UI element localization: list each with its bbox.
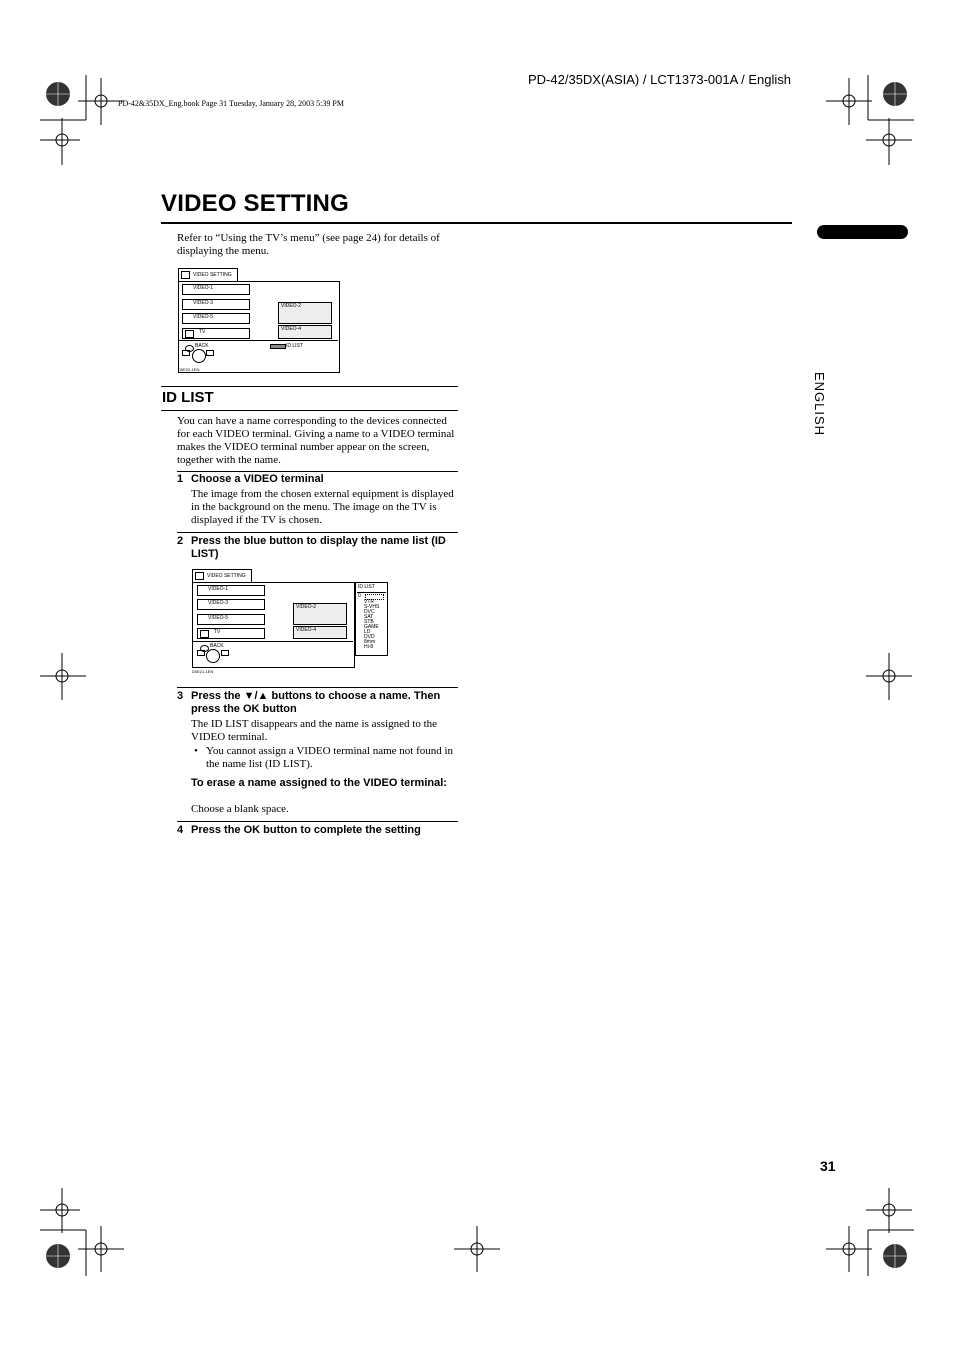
id-list-panel: [355, 582, 388, 656]
bullet-icon: •: [194, 745, 198, 757]
id-list-item: DVD: [364, 634, 375, 640]
id-list-item: STB: [364, 619, 374, 625]
field-tv: TV: [182, 328, 250, 339]
step-title-part: button: [262, 703, 297, 715]
bullet-text: You cannot assign a VIDEO terminal name not found in the name list (ID LIST).: [206, 745, 454, 770]
title-rule: [161, 222, 792, 224]
field-video-5: VIDEO-5: [197, 614, 265, 625]
section-rule-bottom: [161, 410, 458, 411]
blue-button-icon: [270, 344, 286, 349]
dpad-icon: [206, 649, 220, 663]
ok-button-icon: OK: [242, 703, 260, 715]
ok-button-icon: OK: [243, 824, 261, 836]
side-tab-marker: [817, 225, 908, 239]
divider: [177, 471, 458, 472]
field-video-4: VIDEO-4: [278, 325, 332, 339]
dpad-icon: [192, 349, 206, 363]
id-list-item: DVC: [364, 609, 375, 615]
step-title-part: buttons to choose a name. Then press the: [191, 690, 441, 715]
id-list-title: ID LIST: [358, 584, 375, 590]
id-list-item: S-VHS: [364, 604, 380, 610]
step-number: 3: [177, 690, 184, 702]
document-code: PD-42/35DX(ASIA) / LCT1373-001A / English: [528, 72, 792, 87]
id-list-item: LD: [364, 629, 371, 635]
step-title-part: Press the: [191, 690, 241, 702]
field-video-4: VIDEO-4: [293, 626, 347, 639]
step-4-heading: [177, 824, 462, 837]
id-list-item: Hi-8: [364, 644, 374, 650]
divider: [177, 532, 458, 533]
menu-code: D0E22-1EN: [178, 367, 200, 372]
menu-tab-label: VIDEO SETTING: [207, 573, 246, 579]
field-video-2: VIDEO-2: [278, 302, 332, 324]
menu-back-label: BACK: [195, 343, 209, 349]
menu-footer-rule: [178, 340, 338, 341]
menu-icon: [181, 271, 190, 279]
id-list-item: 8mm: [364, 639, 376, 645]
step-2-heading: [177, 535, 462, 561]
field-video-1: VIDEO-1: [197, 585, 265, 596]
divider: [177, 687, 458, 688]
divider: [177, 821, 458, 822]
down-up-arrows-icon: ▼/▲: [243, 690, 269, 702]
field-video-3: VIDEO-3: [182, 299, 250, 310]
section-title: ID LIST: [162, 389, 214, 406]
step-title: Choose a VIDEO terminal: [191, 473, 324, 485]
step-number: 4: [177, 824, 184, 836]
field-video-2: VIDEO-2: [293, 603, 347, 625]
left-key-icon: [182, 350, 190, 356]
menu-id-list-label: ID LIST: [286, 343, 303, 349]
book-info: PD-42&35DX_Eng.book Page 31 Tuesday, January 28, 2003 5:39 PM: [118, 99, 344, 108]
step-number: 1: [177, 473, 184, 485]
intro-text: Refer to “Using the TV’s menu” (see page 24) for details of displaying the menu.: [177, 232, 440, 257]
ok-key-icon: [206, 350, 214, 356]
field-video-1: VIDEO-1: [182, 284, 250, 295]
id-list-item: VTR: [364, 599, 374, 605]
menu-tab-label: VIDEO SETTING: [193, 272, 232, 278]
menu-code: D0E21-1EN: [192, 669, 214, 674]
step-title-part: Press the: [191, 824, 241, 836]
step-title: Press the blue button to display the name list (ID LIST): [191, 535, 446, 560]
menu-diagram-video-setting: [178, 268, 343, 374]
left-key-icon: [197, 650, 205, 656]
field-video-3: VIDEO-3: [197, 599, 265, 610]
language-tab: ENGLISH: [812, 372, 827, 437]
id-list-blank-marker: 0: [358, 593, 361, 599]
field-tv: TV: [197, 628, 265, 639]
ok-key-icon: [221, 650, 229, 656]
menu-icon: [195, 572, 204, 580]
section-rule-top: [161, 386, 458, 387]
step-1-body: The image from the chosen external equipment is displayed in the background on the menu. The image on the TV is displayed if the TV is chosen.: [191, 488, 454, 526]
field-video-5: VIDEO-5: [182, 313, 250, 324]
step-3-heading: [177, 690, 462, 716]
id-list-item: GAME: [364, 624, 379, 630]
section-paragraph: You can have a name corresponding to the devices connected for each VIDEO terminal. Giving a name to a VIDEO terminal makes the VIDEO terminal number appear on the screen, together with the name.: [177, 415, 455, 466]
menu-diagram-id-list: [192, 569, 392, 679]
id-list-item: SAT: [364, 614, 374, 620]
page-title: VIDEO SETTING: [161, 190, 349, 217]
tv-icon: [185, 330, 194, 338]
step-3-body: The ID LIST disappears and the name is assigned to the VIDEO terminal.: [191, 718, 438, 743]
menu-back-label: BACK: [210, 643, 224, 649]
menu-footer-rule: [192, 641, 353, 642]
step-title: [191, 690, 462, 716]
erase-heading: To erase a name assigned to the VIDEO terminal:: [191, 777, 447, 789]
tv-icon: [200, 630, 209, 638]
step-number: 2: [177, 535, 184, 547]
step-3-bullet: [194, 745, 462, 771]
erase-body: Choose a blank space.: [191, 803, 289, 815]
page-number: 31: [820, 1158, 836, 1174]
step-title-part: button to complete the setting: [263, 824, 421, 836]
step-1-heading: [177, 473, 462, 486]
